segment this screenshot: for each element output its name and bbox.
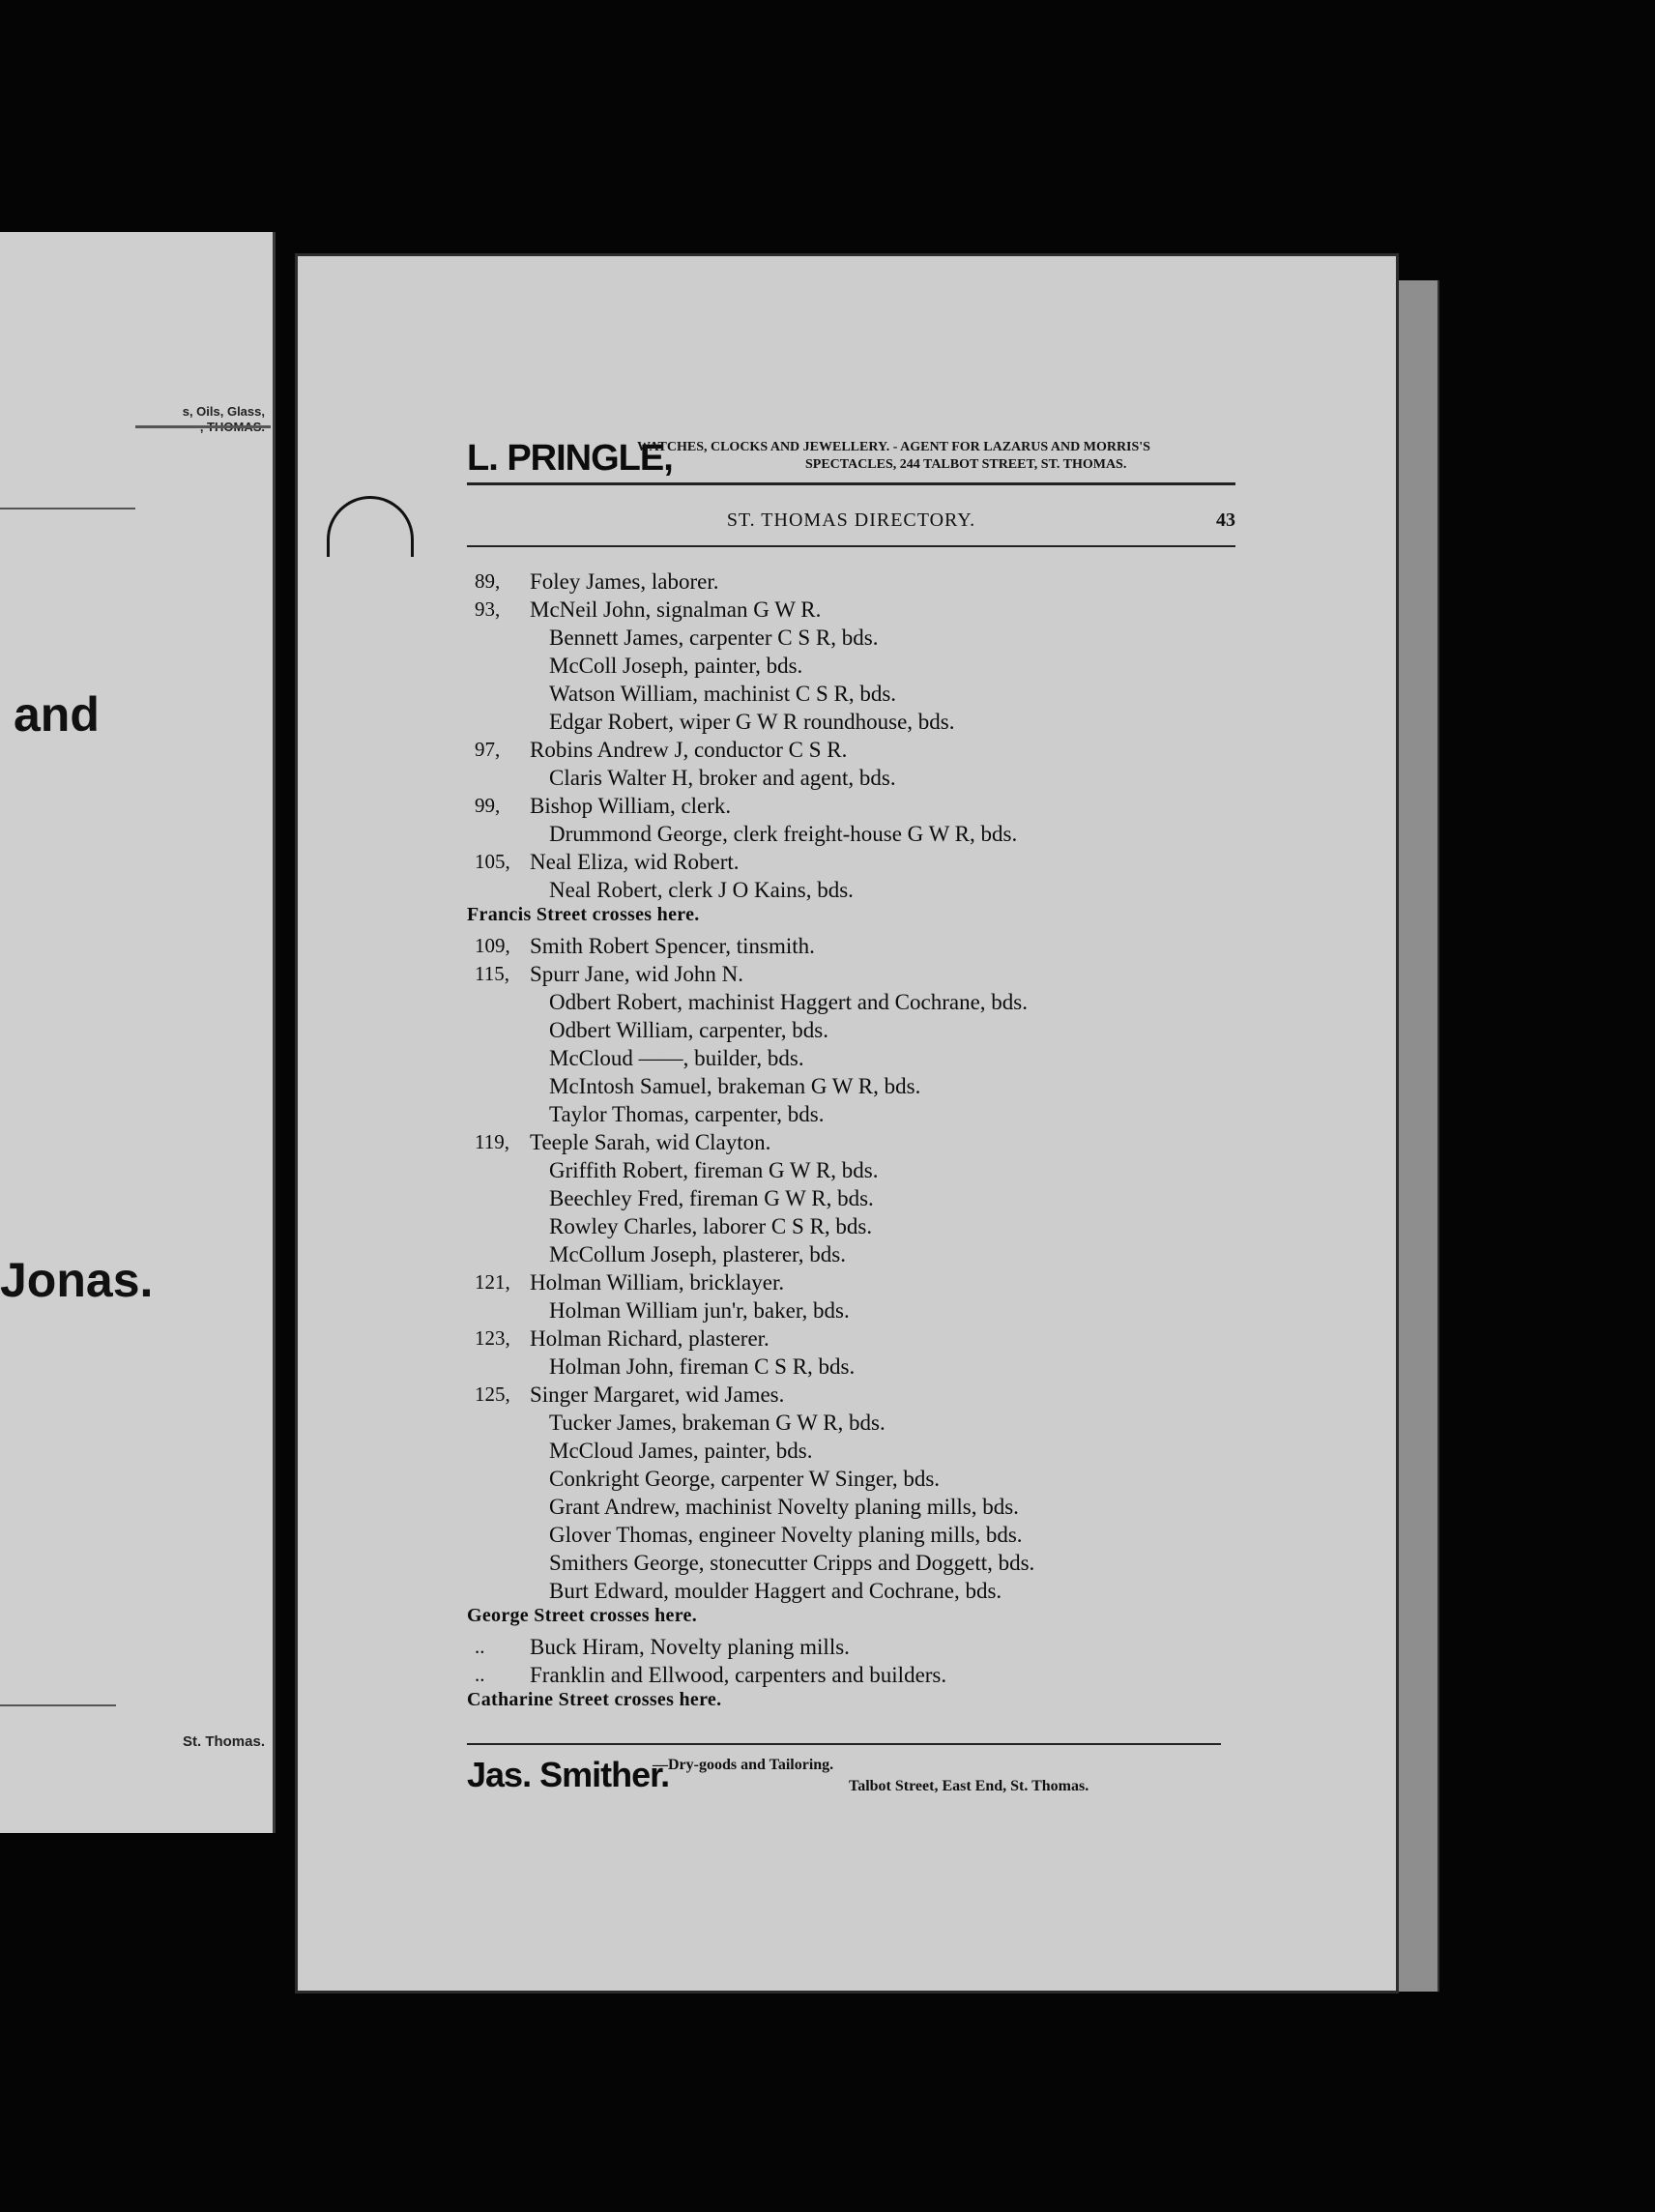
entry-text: Burt Edward, moulder Haggert and Cochrane, bds.: [549, 1579, 1002, 1603]
house-number: 125,: [475, 1382, 510, 1406]
entry-text: Drummond George, clerk freight-house G W R, bds.: [549, 822, 1018, 846]
entry-text: Rowley Charles, laborer C S R, bds.: [549, 1214, 873, 1238]
directory-entry: [467, 1549, 1260, 1577]
street-crossing-row: [467, 1689, 1260, 1717]
house-number: ..: [475, 1635, 485, 1658]
entry-text: Watson William, machinist C S R, bds.: [549, 682, 897, 706]
directory-entry: [467, 1296, 1260, 1324]
directory-entry: [467, 680, 1260, 708]
street-crossing-text: Catharine Street crosses here.: [467, 1689, 722, 1710]
directory-entry: [467, 652, 1260, 680]
street-crossing-text: Francis Street crosses here.: [467, 904, 700, 925]
running-head: [467, 509, 1235, 537]
footer-rule: [467, 1743, 1221, 1745]
directory-entry: [467, 1044, 1260, 1072]
entry-text: Odbert Robert, machinist Haggert and Cochrane, bds.: [549, 990, 1029, 1014]
pringle-advertisement: [467, 438, 1235, 484]
directory-entry: [467, 1409, 1260, 1437]
directory-entry: [467, 848, 1260, 876]
entry-text: Teeple Sarah, wid Clayton.: [530, 1130, 771, 1154]
entry-text: McCloud ——, builder, bds.: [549, 1046, 804, 1070]
entry-text: McCollum Joseph, plasterer, bds.: [549, 1242, 846, 1266]
directory-entry: [467, 792, 1260, 820]
previous-page-footer: St. Thomas.: [182, 1733, 265, 1750]
entry-text: McColl Joseph, painter, bds.: [549, 654, 803, 678]
entry-text: Grant Andrew, machinist Novelty planing mills, bds.: [549, 1495, 1019, 1519]
directory-entry: [467, 708, 1260, 736]
directory-entry: [467, 1212, 1260, 1240]
page-title: ST. THOMAS DIRECTORY.: [726, 509, 976, 531]
directory-entry: [467, 1633, 1260, 1661]
house-number: 93,: [475, 597, 501, 621]
directory-entry: [467, 1353, 1260, 1381]
previous-page-header-line: s, Oils, Glass,: [182, 404, 265, 419]
street-crossing-row: [467, 904, 1260, 932]
entry-text: Holman William jun'r, baker, bds.: [549, 1298, 850, 1323]
house-number: 115,: [475, 962, 509, 985]
entry-text: Robins Andrew J, conductor C S R.: [530, 738, 848, 762]
directory-entry: [467, 1381, 1260, 1409]
entry-text: Bishop William, clerk.: [530, 794, 732, 818]
page-number: 43: [1216, 509, 1235, 531]
directory-entry: [467, 596, 1260, 624]
house-number: 121,: [475, 1270, 510, 1294]
directory-entry: [467, 1661, 1260, 1689]
entry-text: Neal Eliza, wid Robert.: [530, 850, 740, 874]
entry-text: Holman William, bricklayer.: [530, 1270, 785, 1295]
directory-entry: [467, 1156, 1260, 1184]
house-number: 97,: [475, 738, 501, 761]
previous-page-rule: [135, 425, 271, 428]
directory-entry: [467, 1184, 1260, 1212]
directory-entry: [467, 988, 1260, 1016]
directory-entry: [467, 1100, 1260, 1128]
directory-entry: [467, 960, 1260, 988]
street-crossing-row: [467, 1605, 1260, 1633]
street-crossing-text: George Street crosses here.: [467, 1605, 698, 1626]
entry-text: Holman Richard, plasterer.: [530, 1326, 769, 1351]
advert-text: —Dry-goods and Tailoring.: [653, 1757, 834, 1773]
house-number: 99,: [475, 794, 501, 817]
entry-text: Glover Thomas, engineer Novelty planing mills, bds.: [549, 1523, 1023, 1547]
directory-entry: [467, 1465, 1260, 1493]
house-number: 105,: [475, 850, 510, 873]
entry-text: Franklin and Ellwood, carpenters and builders.: [530, 1663, 947, 1687]
advert-text: SPECTACLES, 244 TALBOT STREET, ST. THOMAS.: [805, 457, 1127, 472]
previous-page-fragment: [0, 232, 276, 1833]
entry-text: Odbert William, carpenter, bds.: [549, 1018, 828, 1042]
directory-entry: [467, 1268, 1260, 1296]
house-number: 119,: [475, 1130, 509, 1153]
directory-page: [295, 253, 1399, 1994]
directory-entry: [467, 1128, 1260, 1156]
entry-text: Holman John, fireman C S R, bds.: [549, 1354, 856, 1379]
advert-text: Talbot Street, East End, St. Thomas.: [849, 1778, 1089, 1794]
previous-page-rule: [0, 508, 135, 509]
entry-text: Tucker James, brakeman G W R, bds.: [549, 1411, 886, 1435]
header-rule: [467, 545, 1235, 547]
entry-text: Smith Robert Spencer, tinsmith.: [530, 934, 815, 958]
directory-entry: [467, 1577, 1260, 1605]
entry-text: Foley James, laborer.: [530, 569, 719, 594]
entry-text: McNeil John, signalman G W R.: [530, 597, 822, 622]
directory-entry: [467, 1493, 1260, 1521]
advert-rule: [467, 482, 1235, 485]
page-edge: [1399, 280, 1439, 1992]
smither-advertisement: [467, 1755, 1221, 1803]
directory-entry: [467, 1016, 1260, 1044]
directory-entry: [467, 568, 1260, 596]
directory-entry: [467, 1437, 1260, 1465]
directory-entry: [467, 1072, 1260, 1100]
entry-text: McCloud James, painter, bds.: [549, 1439, 813, 1463]
directory-entry: [467, 736, 1260, 764]
directory-entry: [467, 1324, 1260, 1353]
entry-text: Spurr Jane, wid John N.: [530, 962, 744, 986]
directory-listing: [467, 568, 1260, 1717]
entry-text: Neal Robert, clerk J O Kains, bds.: [549, 878, 854, 902]
advert-text: WATCHES, CLOCKS AND JEWELLERY. - AGENT FOR LAZARUS AND MORRIS'S: [637, 440, 1150, 454]
entry-text: Edgar Robert, wiper G W R roundhouse, bds.: [549, 710, 955, 734]
directory-entry: [467, 764, 1260, 792]
previous-page-word: Jonas.: [0, 1253, 154, 1307]
house-number: 123,: [475, 1326, 510, 1350]
previous-page-header: [183, 404, 265, 435]
directory-entry: [467, 932, 1260, 960]
directory-entry: [467, 624, 1260, 652]
bracket-pencil-mark: [327, 496, 414, 557]
entry-text: Bennett James, carpenter C S R, bds.: [549, 626, 879, 650]
entry-text: Taylor Thomas, carpenter, bds.: [549, 1102, 825, 1126]
entry-text: Smithers George, stonecutter Cripps and Doggett, bds.: [549, 1551, 1035, 1575]
entry-text: Conkright George, carpenter W Singer, bds.: [549, 1467, 941, 1491]
house-number: ..: [475, 1663, 485, 1686]
previous-page-word: and: [14, 687, 100, 742]
entry-text: Buck Hiram, Novelty planing mills.: [530, 1635, 850, 1659]
entry-text: Singer Margaret, wid James.: [530, 1382, 785, 1407]
entry-text: Claris Walter H, broker and agent, bds.: [549, 766, 896, 790]
house-number: 89,: [475, 569, 501, 593]
directory-entry: [467, 1521, 1260, 1549]
entry-text: McIntosh Samuel, brakeman G W R, bds.: [549, 1074, 921, 1098]
previous-page-rule: [0, 1704, 116, 1706]
directory-entry: [467, 876, 1260, 904]
directory-entry: [467, 1240, 1260, 1268]
advertiser-name: L. PRINGLE,: [467, 438, 673, 479]
advertiser-name: Jas. Smither.: [467, 1755, 670, 1794]
directory-entry: [467, 820, 1260, 848]
house-number: 109,: [475, 934, 510, 957]
entry-text: Griffith Robert, fireman G W R, bds.: [549, 1158, 879, 1182]
entry-text: Beechley Fred, fireman G W R, bds.: [549, 1186, 874, 1210]
